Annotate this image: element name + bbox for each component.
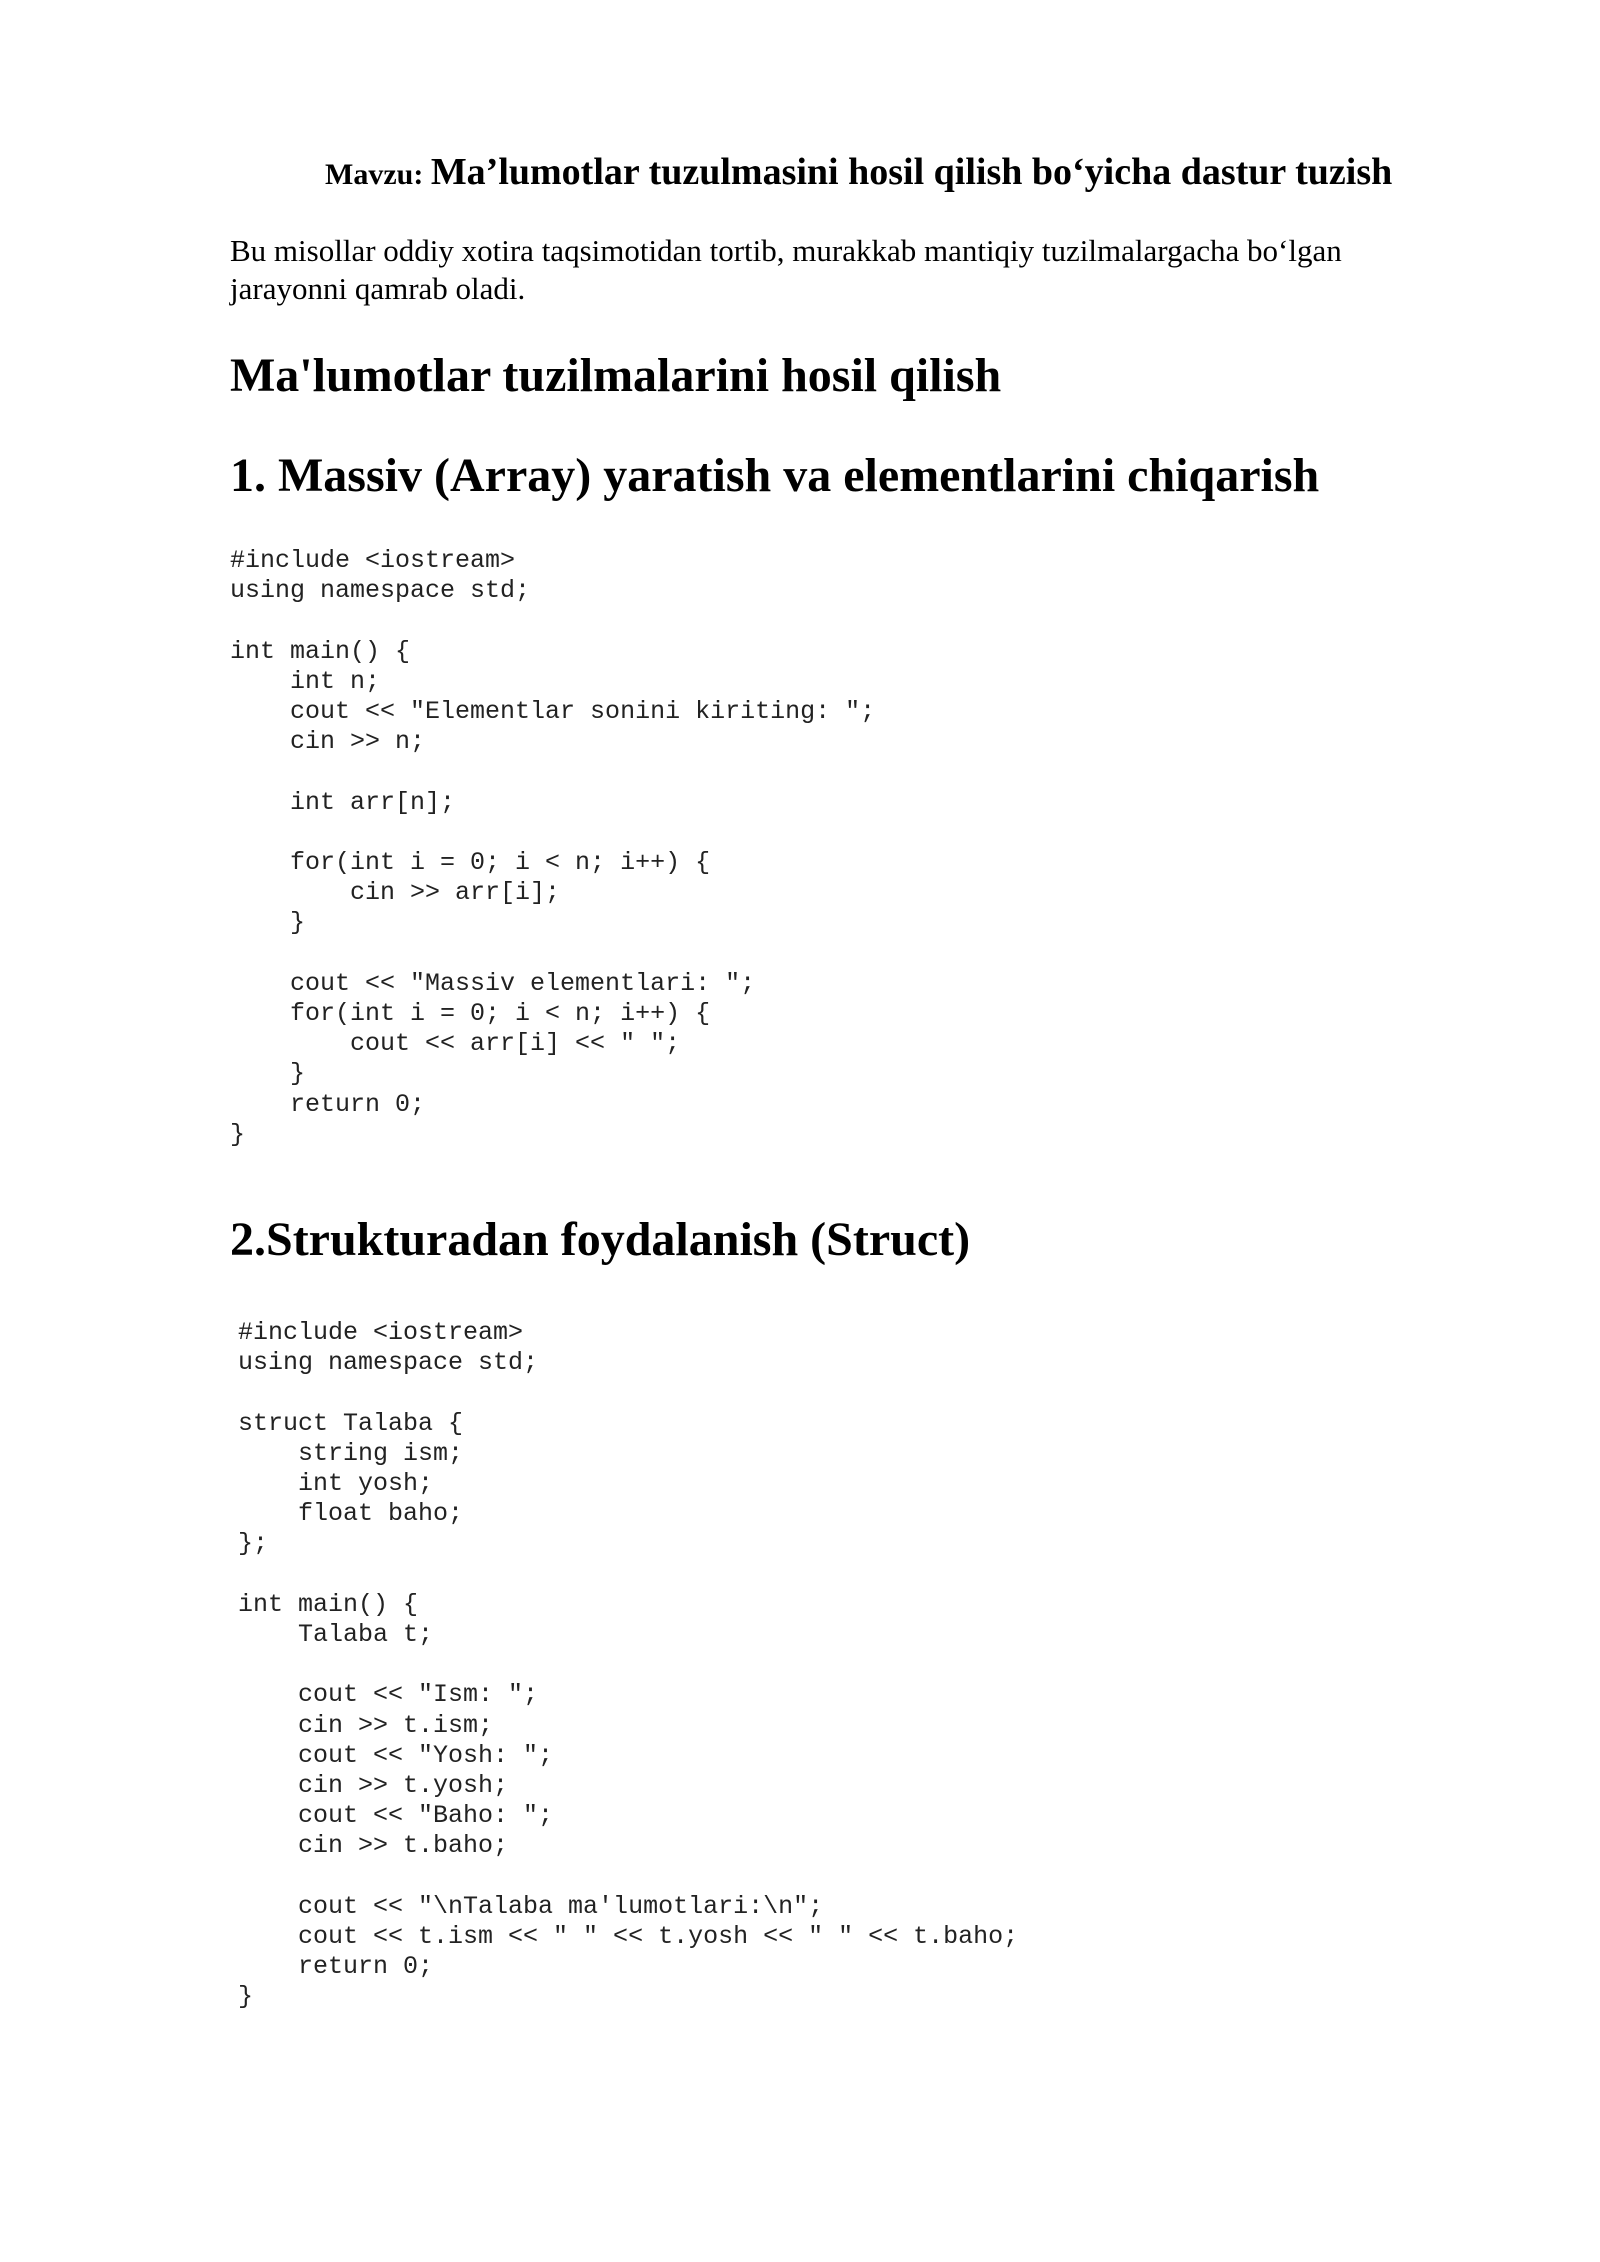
- section1-heading: 1. Massiv (Array) yaratish va elementlarini chiqarish: [230, 449, 1320, 502]
- main-heading: Ma'lumotlar tuzilmalarini hosil qilish: [230, 349, 1002, 402]
- title-prefix: Mavzu:: [325, 158, 431, 191]
- document-title: [325, 150, 1392, 194]
- title-text: Ma’lumotlar tuzulmasini hosil qilish bo‘yicha dastur tuzish: [430, 151, 1393, 193]
- intro-paragraph: Bu misollar oddiy xotira taqsimotidan tortib, murakkab mantiqiy tuzilmalargacha bo‘lgan jarayonni qamrab oladi.: [230, 233, 1342, 306]
- section2-heading: 2.Strukturadan foydalanish (Struct): [230, 1213, 971, 1266]
- struct-code-block: #include <iostream> using namespace std; struct Talaba { string ism; int yosh; float baho; }; int main() { Talaba t; cout << "Ism: "; cin >> t.ism; cout << "Yosh: "; cin >> t.yosh; cout << "Baho: "; cin >> t.baho; cout << "\nTalaba ma'lumotlari:\n"; cout << t.ism << " " << t.yosh << " " << t.baho; return 0; }: [238, 1318, 1019, 2012]
- array-code-block: #include <iostream> using namespace std; int main() { int n; cout << "Elementlar sonini kiriting: "; cin >> n; int arr[n]; for(int i = 0; i < n; i++) { cin >> arr[i]; } cout << "Massiv elementlari: "; for(int i = 0; i < n; i++) { cout << arr[i] << " "; } return 0; }: [230, 546, 876, 1149]
